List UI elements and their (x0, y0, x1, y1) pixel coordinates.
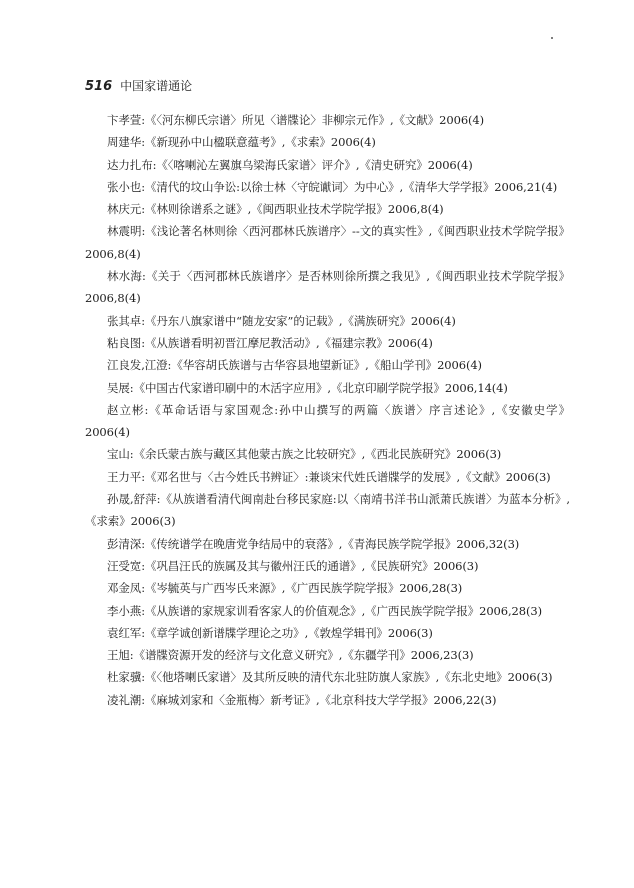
page-header (85, 77, 192, 94)
book-title: 中国家谱通论 (120, 79, 193, 93)
bibliography-entry: 林震明:《浅论著名林则徐〈西河郡林氏族谱序〉--文的真实性》,《闽西职业技术学院学报》2006,8(4) (85, 224, 570, 261)
bibliography-entry: 林庆元:《林则徐谱系之谜》,《闽西职业技术学院学报》2006,8(4) (107, 202, 444, 217)
bibliography-entry: 张小也:《清代的坟山争讼:以徐士林〈守皖谳词〉为中心》,《清华大学学报》2006,21(4) (107, 179, 558, 194)
scan-dot (551, 37, 553, 39)
bibliography-entry: 凌礼潮:《麻城刘家和〈金瓶梅〉新考证》,《北京科技大学学报》2006,22(3) (107, 692, 497, 707)
bibliography-entry: 袁红军:《章学诚创新谱牒学理论之功》,《敦煌学辑刊》2006(3) (107, 625, 433, 640)
bibliography-entry: 达力扎布:《〈喀喇沁左翼旗乌梁海氏家谱〉评介》,《清史研究》2006(4) (107, 157, 473, 172)
bibliography-entry: 王力平:《邓名世与〈古今姓氏书辨证〉:兼谈宋代姓氏谱牒学的发展》,《文献》2006(3) (107, 469, 551, 484)
bibliography-entry: 粘良图:《从族谱看明初晋江摩尼教活动》,《福建宗教》2006(4) (107, 335, 433, 350)
bibliography-entry: 卞孝萱:《〈河东柳氏宗谱〉所见〈谱牒论〉非柳宗元作》,《文献》2006(4) (107, 113, 485, 127)
bibliography-entry: 李小燕:《从族谱的家规家训看客家人的价值观念》,《广西民族学院学报》2006,28(3) (107, 603, 542, 618)
bibliography-entry: 赵立彬:《革命话语与家国观念:孙中山撰写的两篇〈族谱〉序言述论》,《安徽史学》2006(4) (85, 402, 570, 440)
bibliography-entry: 汪受宽:《巩昌汪氏的族属及其与徽州汪氏的通谱》,《民族研究》2006(3) (107, 558, 479, 573)
page-number: 516 (85, 79, 113, 94)
bibliography-entry: 邓金凤:《岑毓英与广西岑氏来源》,《广西民族学院学报》2006,28(3) (107, 581, 463, 596)
bibliography-entry: 王旭:《谱牒资源开发的经济与文化意义研究》,《东疆学刊》2006,23(3) (107, 648, 474, 663)
bibliography-entry: 张其卓:《丹东八旗家谱中“随龙安家”的记载》,《满族研究》2006(4) (107, 313, 456, 328)
bibliography-entry: 林水海:《关于〈西河郡林氏族谱序〉是否林则徐所撰之我见》,《闽西职业技术学院学报》2006,8(4) (85, 269, 570, 306)
bibliography-entry: 彭清深:《传统谱学在晚唐党争结局中的衰落》,《青海民族学院学报》2006,32(3) (107, 536, 520, 551)
bibliography-entry: 宝山:《余氏蒙古族与藏区其他蒙古族之比较研究》,《西北民族研究》2006(3) (107, 447, 502, 462)
bibliography-entry: 孙晟,舒萍:《从族谱看清代闽南赴台移民家庭:以〈南靖书洋书山派萧氏族谱〉为蓝本分析》,《求索》2006(3) (85, 492, 570, 529)
bibliography-entry: 江良发,江澄:《华容胡氏族谱与古华容县地望新证》,《船山学刊》2006(4) (107, 358, 482, 373)
bibliography-entry: 吴展:《中国古代家谱印刷中的木活字应用》,《北京印刷学院学报》2006,14(4) (107, 380, 508, 395)
bibliography-entry: 周建华:《新现孙中山楹联意蕴考》,《求索》2006(4) (107, 135, 376, 150)
bibliography-entry: 杜家骥:《〈他塔喇氏家谱〉及其所反映的清代东北驻防旗人家族》,《东北史地》2006(3) (107, 670, 553, 685)
bibliography-list (85, 109, 570, 711)
